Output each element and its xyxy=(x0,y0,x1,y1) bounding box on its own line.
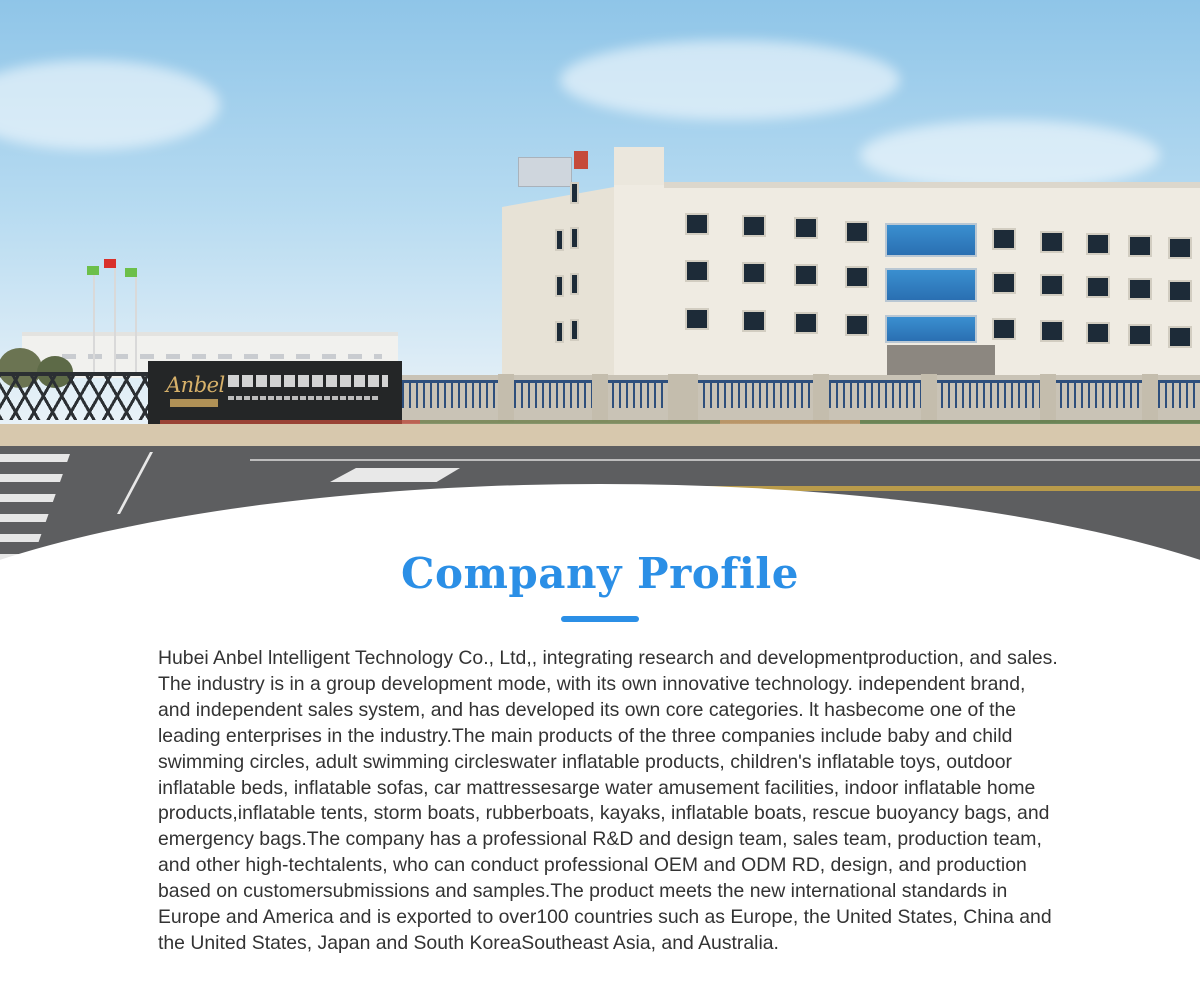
sliding-gate xyxy=(0,372,150,420)
flagpole xyxy=(135,268,137,376)
red-flag xyxy=(104,259,116,268)
company-description: Hubei Anbel lntelligent Technology Co., Ltd,, integrating research and developmentproduction, and sales. The industry is in a group development mode, with its own innovative technology. independent brand, and independent sales system, and has developed its own core categories. lt hasbecome one of the leading enterprises in the industry.The main products of the three companies include baby and child swimming circles, adult swimming circleswater inflatable products, children's inflatable toys, outdoor inflatable beds, inflatable sofas, car mattressesarge water amusement facilities, indoor inflatable home products,inflatable tents, storm boats, rubberboats, kayaks, inflatable boats, rescue buoyancy bags, and emergency bags.The company has a professional R&D and design team, sales team, production team, and other high-techtalents, who can conduct professional OEM and ODM RD, design, and production based on customersubmissions and samples.The product meets the new international standards in Europe and America and is exported to over100 countries such as Europe, the United States, China and the United States, Japan and South KoreaSoutheast Asia, and Australia. xyxy=(158,647,1058,954)
sign-logo: Anbel xyxy=(166,373,225,397)
section-title: Company Profile xyxy=(401,549,799,598)
cloud xyxy=(560,40,900,120)
fence xyxy=(402,380,1200,408)
flagpole xyxy=(114,258,116,376)
title-underline xyxy=(561,616,639,622)
green-flag xyxy=(87,266,99,275)
flagpole xyxy=(93,266,95,376)
office-building xyxy=(502,147,1200,392)
green-flag xyxy=(125,268,137,277)
company-sign xyxy=(148,361,402,427)
